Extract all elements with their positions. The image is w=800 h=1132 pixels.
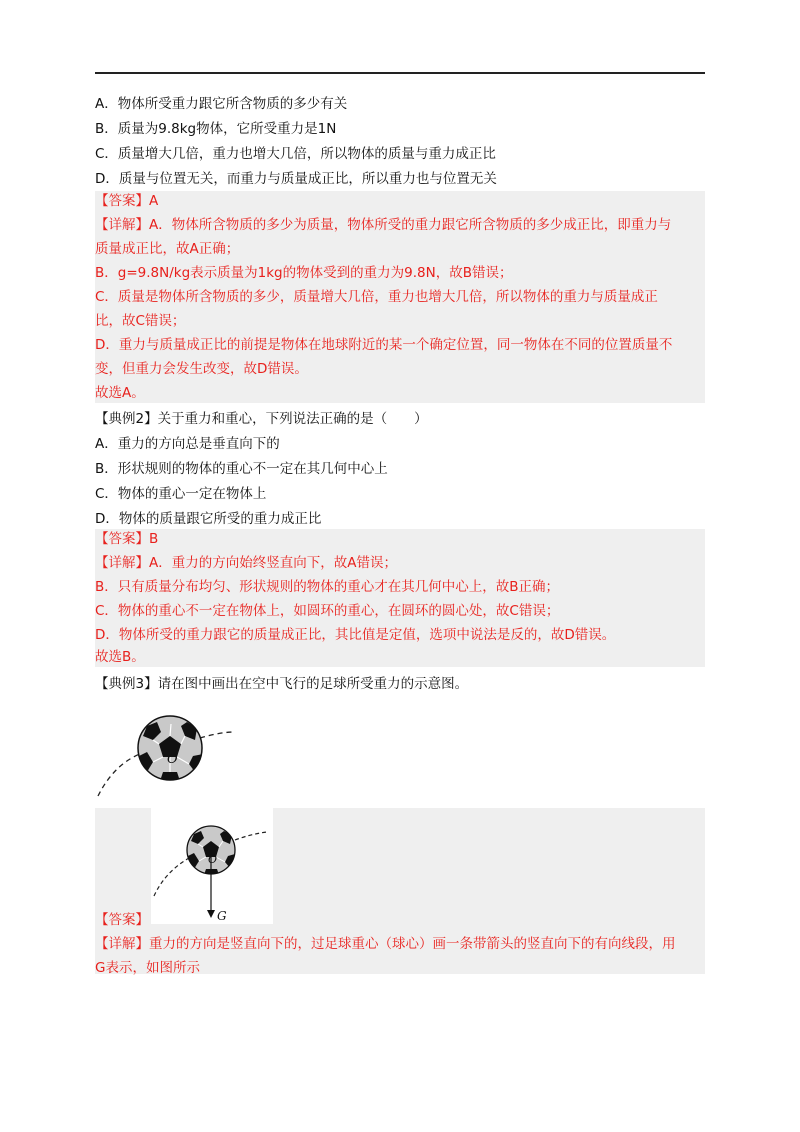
gravity-label-g: G — [217, 909, 227, 923]
answer-figure — [151, 808, 273, 924]
q2-detail-4: D．物体所受的重力跟它的质量成正比，其比值是定值，选项中说法是反的，故D错误。 — [95, 627, 616, 643]
q1-detail-3: B．g=9.8N/kg表示质量为1kg的物体受到的重力为9.8N，故B错误； — [95, 265, 513, 281]
q3-answer-box — [95, 808, 705, 974]
answer-figure-panel — [151, 808, 273, 924]
q1-detail-6: D．重力与质量成正比的前提是物体在地球附近的某一个确定位置，同一物体在不同的位置质量不 — [95, 337, 673, 353]
answer-center-label-o: O — [208, 853, 218, 866]
q3-stem: 【典例3】请在图中画出在空中飞行的足球所受重力的示意图。 — [95, 676, 469, 692]
q2-detail-3: C．物体的重心不一定在物体上，如圆环的重心，在圆环的圆心处，故C错误； — [95, 603, 560, 619]
q2-option-b: B．形状规则的物体的重心不一定在其几何中心上 — [95, 461, 388, 477]
q2-option-c: C．物体的重心一定在物体上 — [95, 486, 267, 502]
q3-detail-1: 【详解】重力的方向是竖直向下的，过足球重心（球心）画一条带箭头的竖直向下的有向线段，用 — [95, 936, 676, 952]
q2-answer: 【答案】B — [95, 531, 159, 547]
q3-detail-2: G表示，如图所示 — [95, 960, 200, 976]
q1-answer: 【答案】A — [95, 193, 159, 209]
q3-answer: 【答案】 — [95, 912, 149, 928]
q2-detail-2: B．只有质量分布均匀、形状规则的物体的重心才在其几何中心上，故B正确； — [95, 579, 560, 595]
q1-detail-5: 比，故C错误； — [95, 313, 186, 329]
q1-option-b: B．质量为9.8kg物体，它所受重力是1N — [95, 121, 337, 137]
q2-detail-5: 故选B。 — [95, 649, 145, 665]
answer-trajectory-before — [154, 858, 189, 896]
trajectory-after — [200, 732, 235, 738]
q1-detail-7: 变，但重力会发生改变，故D错误。 — [95, 361, 308, 377]
soccer-ball-icon — [137, 716, 205, 784]
q1-detail-8: 故选A。 — [95, 385, 145, 401]
q1-option-d: D．质量与位置无关，而重力与质量成正比，所以重力也与位置无关 — [95, 171, 497, 187]
q1-detail-4: C．质量是物体所含物质的多少，质量增大几倍，重力也增大几倍，所以物体的重力与质量成正 — [95, 289, 658, 305]
q1-option-a: A．物体所受重力跟它所含物质的多少有关 — [95, 96, 348, 112]
q1-detail-2: 质量成正比，故A正确； — [95, 241, 240, 257]
gravity-arrowhead — [207, 910, 215, 918]
center-label-o: O — [167, 752, 178, 767]
q2-detail-1: 【详解】A．重力的方向始终竖直向下，故A错误； — [95, 555, 397, 571]
q1-answer-box — [95, 191, 705, 403]
header-rule — [95, 72, 705, 74]
q2-option-a: A．重力的方向总是垂直向下的 — [95, 436, 280, 452]
q2-option-d: D．物体的质量跟它所受的重力成正比 — [95, 511, 322, 527]
answer-trajectory-after — [235, 832, 267, 840]
q1-detail-1: 【详解】A．物体所含物质的多少为质量，物体所受的重力跟它所含物质的多少成正比，即重力与 — [95, 217, 672, 233]
trajectory-before — [98, 752, 145, 796]
q2-answer-box — [95, 529, 705, 667]
q1-option-c: C．质量增大几倍，重力也增大几倍，所以物体的质量与重力成正比 — [95, 146, 496, 162]
q2-stem: 【典例2】关于重力和重心，下列说法正确的是（ ） — [95, 411, 428, 427]
soccer-ball-figure — [95, 712, 275, 804]
